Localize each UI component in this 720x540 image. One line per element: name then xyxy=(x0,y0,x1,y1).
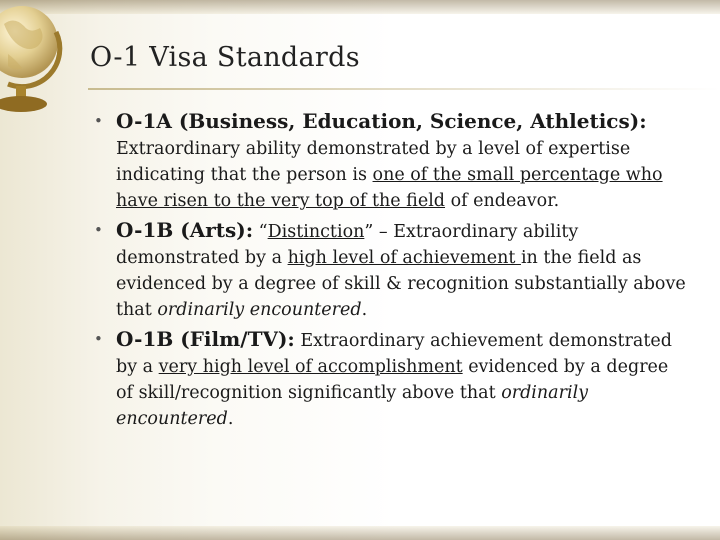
underlined-phrase: Distinction xyxy=(267,222,365,242)
bullet-text: . xyxy=(227,409,234,429)
bullet-text: Extraordinary ability demonstrated by a level of expertise indicating that the person is xyxy=(116,139,631,185)
bullet-text: evidenced by a degree of skill/recognition significantly above that xyxy=(116,357,669,403)
page-title: O-1 Visa Standards xyxy=(90,42,360,73)
bullet-text: “ xyxy=(253,222,268,242)
globe-icon xyxy=(0,0,72,126)
top-border-band xyxy=(0,0,720,14)
bullet-item xyxy=(88,108,688,214)
bullet-item xyxy=(88,326,688,432)
title-divider xyxy=(88,88,720,90)
underlined-phrase: high level of achievement xyxy=(287,248,521,268)
bullet-text: . xyxy=(361,300,368,320)
italic-phrase: ordinarily encountered xyxy=(157,300,362,320)
bullet-icon: • xyxy=(94,330,103,348)
bullet-icon: • xyxy=(94,112,103,130)
bullet-icon: • xyxy=(94,221,103,239)
bullet-list xyxy=(88,108,688,435)
bullet-item xyxy=(88,217,688,323)
italic-phrase: ordinarily encountered xyxy=(116,383,589,429)
underlined-phrase: very high level of accomplishment xyxy=(158,357,463,377)
bullet-heading: O-1B (Arts): xyxy=(116,218,254,242)
underlined-phrase: one of the small percentage who have risen to the very top of the field xyxy=(116,165,663,211)
bullet-heading: O-1A (Business, Education, Science, Athletics): xyxy=(116,109,647,133)
bullet-text: ” – Extraordinary ability demonstrated by a xyxy=(116,222,579,268)
bullet-text: Extraordinary achievement demonstrated by a xyxy=(116,331,672,377)
bullet-text: of endeavor. xyxy=(445,191,560,211)
bullet-text: in the field as evidenced by a degree of skill & recognition substantially above that xyxy=(116,248,686,320)
bottom-border-band xyxy=(0,526,720,540)
bullet-heading: O-1B (Film/TV): xyxy=(116,327,295,351)
